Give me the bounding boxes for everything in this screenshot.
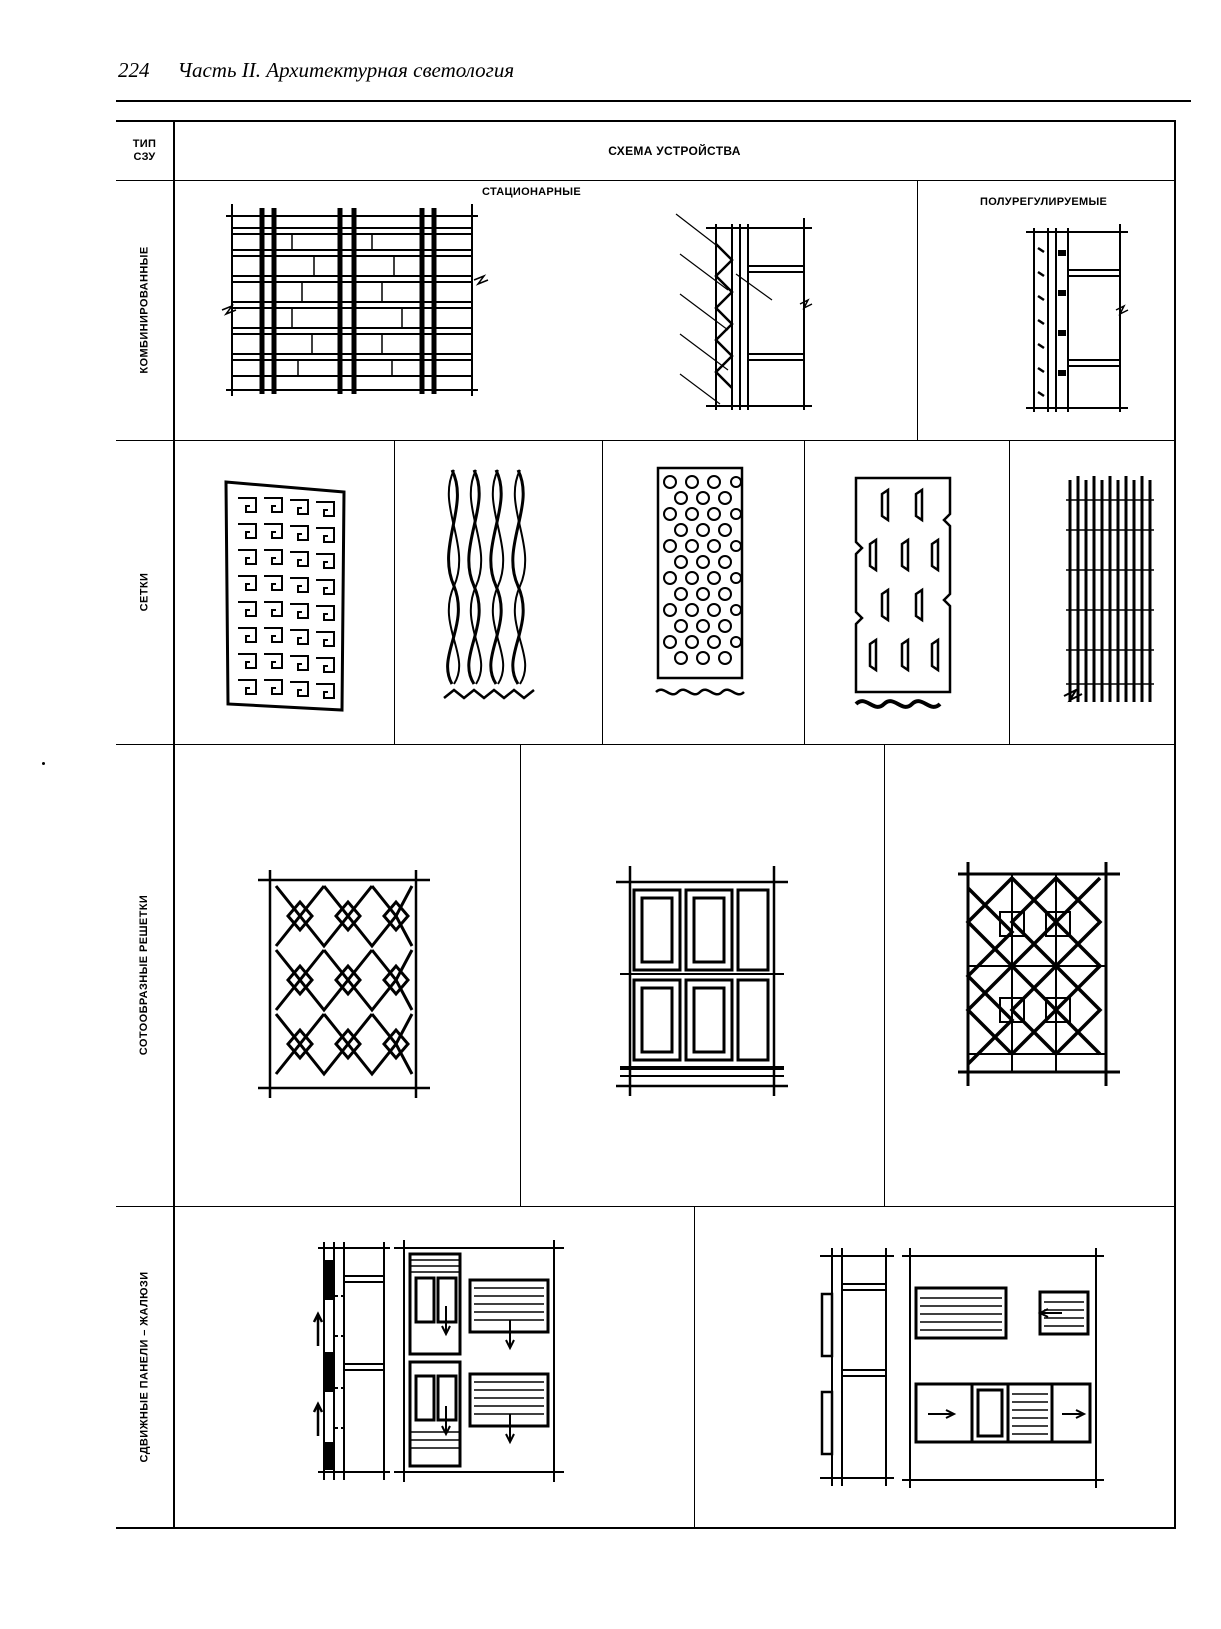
running-head bbox=[118, 58, 514, 83]
mesh-expanded-wave-drawing bbox=[440, 466, 546, 706]
mesh-perforated-circles-drawing bbox=[652, 466, 752, 704]
page-number: 224 bbox=[118, 58, 150, 82]
mesh-meander-pattern-drawing bbox=[224, 478, 346, 712]
sub-label-stationary: СТАЦИОНАРНЫЕ bbox=[482, 186, 582, 198]
sliding-vertical-panels-drawing bbox=[314, 1236, 574, 1486]
mesh-stamped-slots-drawing bbox=[852, 474, 956, 714]
combined-semi-adjustable-drawing bbox=[1020, 220, 1132, 416]
stray-dot bbox=[42, 762, 45, 765]
honeycomb-diamond-grille-drawing bbox=[254, 866, 432, 1102]
honeycomb-diagonal-lattice-drawing bbox=[954, 858, 1124, 1090]
honeycomb-rectangular-cells-drawing bbox=[612, 862, 792, 1100]
sub-label-semi-adjustable: ПОЛУРЕГУЛИРУЕМЫЕ bbox=[980, 196, 1108, 208]
running-head-title: Часть II. Архитектурная светология bbox=[177, 58, 515, 82]
combined-stationary-facade-drawing bbox=[222, 200, 484, 400]
header-rule bbox=[116, 100, 1191, 102]
row-label-sliding-panels: СДВИЖНЫЕ ПАНЕЛИ – ЖАЛЮЗИ bbox=[138, 1271, 151, 1462]
row-label-combined: КОМБИНИРОВАННЫЕ bbox=[138, 246, 151, 374]
scheme-column-header: СХЕМА УСТРОЙСТВА bbox=[608, 144, 741, 158]
type-column-header: ТИП СЗУ bbox=[132, 138, 157, 163]
row-label-honeycomb-grilles: СОТООБРАЗНЫЕ РЕШЕТКИ bbox=[138, 894, 151, 1056]
sliding-horizontal-panels-drawing bbox=[812, 1244, 1108, 1492]
combined-stationary-section-drawing bbox=[676, 214, 816, 414]
mesh-vertical-rods-drawing bbox=[1062, 470, 1158, 710]
row-label-meshes: СЕТКИ bbox=[138, 572, 151, 612]
